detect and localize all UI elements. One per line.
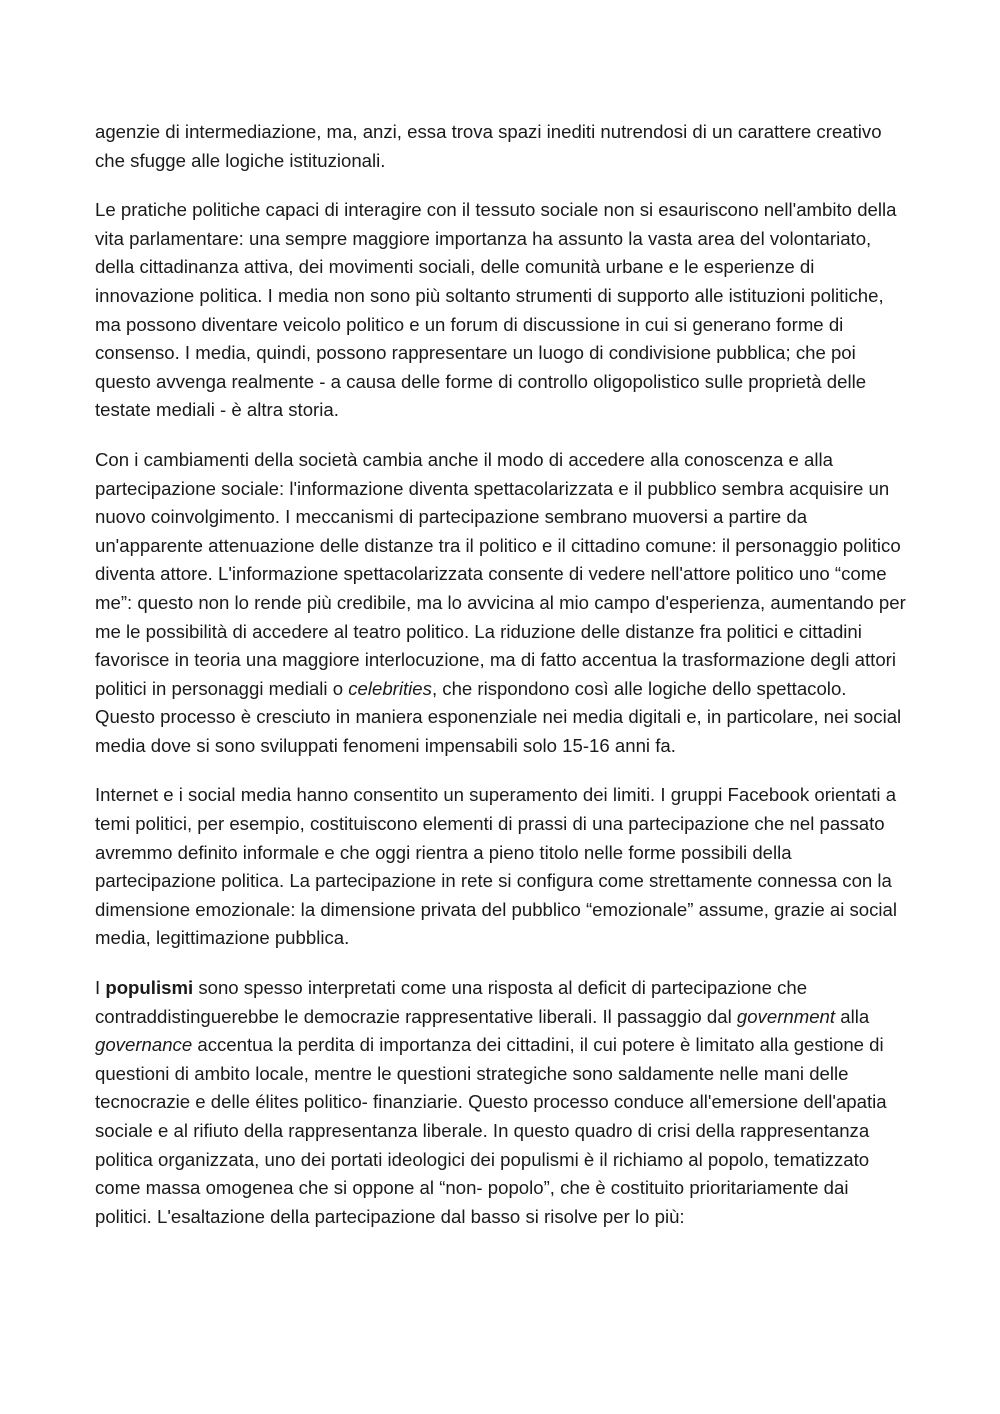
paragraph-5-text-3: accentua la perdita di importanza dei cittadini, il cui potere è limitato alla gestione di questioni di ambito locale, mentre le questioni strategiche sono saldamente nelle mani delle tecnocrazie e delle élites politico- finanziarie. Questo processo conduce all'emersione dell'apatia sociale e al rifiuto della rappresentanza liberale. In questo quadro di crisi della rappresentanza politica organizzata, uno dei portati ideologici dei populismi è il richiamo al popolo, tematizzato come massa omogenea che si oppone al “non- popolo”, che è costituito prioritariamente dai politici. L'esaltazione della partecipazione dal basso si risolve per lo più:: [95, 1034, 887, 1227]
paragraph-5-text-1: sono spesso interpretati come una risposta al deficit di partecipazione che contraddistinguerebbe le democrazie rappresentative liberali. Il passaggio dal: [95, 977, 808, 1027]
bold-term-populismi: populismi: [105, 977, 194, 999]
paragraph-5-lead: I: [95, 977, 106, 999]
italic-term-celebrities: celebrities: [348, 677, 432, 699]
paragraph-1: agenzie di intermediazione, ma, anzi, essa trova spazi inediti nutrendosi di un carattere creativo che sfugge alle logiche istituzionali.: [95, 121, 882, 171]
italic-term-governance: governance: [95, 1034, 193, 1056]
paragraph-2: Le pratiche politiche capaci di interagire con il tessuto sociale non si esauriscono nell'ambito della vita parlamentare: una sempre maggiore importanza ha assunto la vasta area del volontariato, della cittadinanza attiva, dei movimenti sociali, delle comunità urbane e le esperienze di innovazione politica. I media non sono più soltanto strumenti di supporto alle istituzioni politiche, ma possono diventare veicolo politico e un forum di discussione in cui si generano forme di consenso. I media, quindi, possono rappresentare un luogo di condivisione pubblica; che poi questo avvenga realmente - a causa delle forme di controllo oligopolistico sulle proprietà delle testate mediali - è altra storia.: [95, 199, 897, 421]
paragraph-5-text-2: alla: [835, 1005, 870, 1027]
paragraph-5: [95, 974, 907, 1231]
italic-term-government: government: [736, 1005, 836, 1027]
paragraph-3-text-after: , che rispondono così alle logiche dello spettacolo. Questo processo è cresciuto in maniera esponenziale nei media digitali e, in particolare, nei social media dove si sono sviluppati fenomeni impensabili solo 15-16 anni fa.: [95, 677, 902, 756]
paragraph-3-text-before: Con i cambiamenti della società cambia anche il modo di accedere alla conoscenza e alla partecipazione sociale: l'informazione diventa spettacolarizzata e il pubblico sembra acquisire un nuovo coinvolgimento. I meccanismi di partecipazione sembrano muoversi a partire da un'apparente attenuazione delle distanze tra il politico e il cittadino comune: il personaggio politico diventa attore. L'informazione spettacolarizzata consente di vedere nell'attore politico uno “come me”: questo non lo rende più credibile, ma lo avvicina al mio campo d'esperienza, aumentando per me le possibilità di accedere al teatro politico. La riduzione delle distanze fra politici e cittadini favorisce in teoria una maggiore interlocuzione, ma di fatto accentua la trasformazione degli attori politici in personaggi mediali o: [95, 448, 906, 699]
paragraph-4: Internet e i social media hanno consentito un superamento dei limiti. I gruppi Facebook orientati a temi politici, per esempio, costituiscono elementi di prassi di una partecipazione che nel passato avremmo definito informale e che oggi rientra a pieno titolo nelle forme possibili della partecipazione politica. La partecipazione in rete si configura come strettamente connessa con la dimensione emozionale: la dimensione privata del pubblico “emozionale” assume, grazie ai social media, legittimazione pubblica.: [95, 784, 898, 949]
document-body: [95, 118, 907, 1231]
paragraph-3: [95, 446, 907, 761]
